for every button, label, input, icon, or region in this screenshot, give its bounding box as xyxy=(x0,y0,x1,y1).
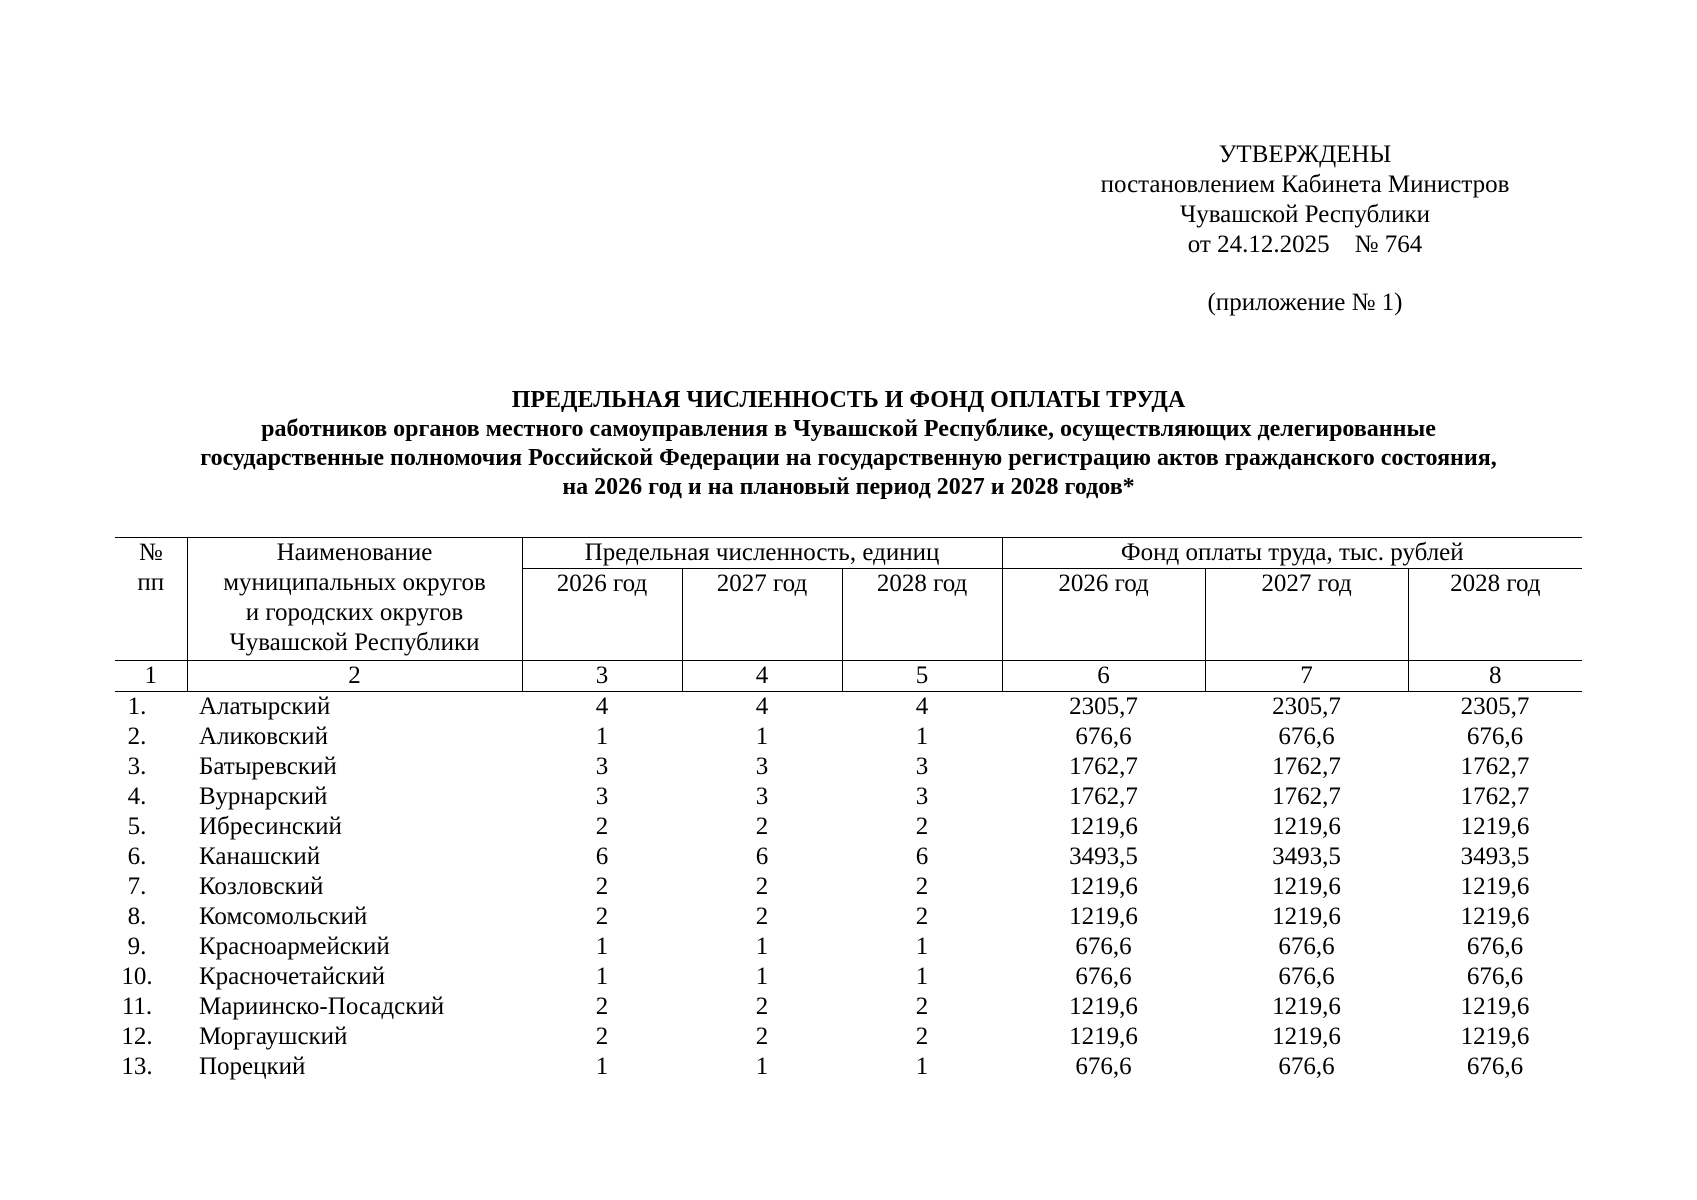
table-row xyxy=(115,992,1582,1022)
count-2028: 3 xyxy=(915,753,929,780)
fund-2026: 1762,7 xyxy=(1069,753,1138,780)
header-year: 2028 год xyxy=(1408,569,1582,661)
count-2026: 2 xyxy=(595,993,609,1020)
fund-2027: 676,6 xyxy=(1278,963,1335,990)
header-count-group: Предельная численность, единиц xyxy=(522,538,1002,569)
approval-republic: Чувашской Республики xyxy=(1179,201,1431,228)
count-2027: 2 xyxy=(755,873,769,900)
row-name: Комсомольский xyxy=(199,903,368,930)
count-2028: 1 xyxy=(915,723,929,750)
row-index: 12. xyxy=(121,1023,153,1050)
row-index: 9. xyxy=(127,933,147,960)
count-2026: 3 xyxy=(595,783,609,810)
table-row xyxy=(115,842,1582,872)
fund-2026: 2305,7 xyxy=(1069,693,1138,720)
table-row xyxy=(115,1052,1582,1082)
fund-2027: 1762,7 xyxy=(1272,783,1341,810)
table-row xyxy=(115,752,1582,782)
row-index: 7. xyxy=(127,873,147,900)
table-row xyxy=(115,932,1582,962)
fund-2028: 676,6 xyxy=(1466,963,1524,990)
fund-2028: 1219,6 xyxy=(1460,993,1530,1020)
fund-2026: 1219,6 xyxy=(1069,1023,1138,1050)
fund-2026: 676,6 xyxy=(1075,933,1132,960)
count-2028: 2 xyxy=(915,993,929,1020)
row-index: 1. xyxy=(127,693,147,720)
count-2026: 2 xyxy=(595,1023,609,1050)
document-title xyxy=(80,386,1617,502)
count-2028: 4 xyxy=(915,693,929,720)
column-number: 5 xyxy=(842,661,1002,692)
count-2028: 2 xyxy=(915,903,929,930)
fund-2026: 676,6 xyxy=(1075,963,1132,990)
row-index: 6. xyxy=(127,843,147,870)
count-2026: 1 xyxy=(595,933,609,960)
fund-2028: 1219,6 xyxy=(1460,873,1530,900)
header-year: 2027 год xyxy=(1205,569,1408,661)
fund-2027: 1219,6 xyxy=(1272,873,1341,900)
row-name: Мариинско-Посадский xyxy=(199,993,445,1020)
header-year: 2026 год xyxy=(522,569,682,661)
table-row xyxy=(115,812,1582,842)
count-2028: 2 xyxy=(915,1023,929,1050)
fund-2027: 1219,6 xyxy=(1272,813,1341,840)
fund-2026: 1219,6 xyxy=(1069,873,1138,900)
approval-issuer: постановлением Кабинета Министров xyxy=(1100,171,1510,198)
count-2026: 2 xyxy=(595,903,609,930)
count-2026: 1 xyxy=(595,723,609,750)
fund-2026: 1219,6 xyxy=(1069,903,1138,930)
row-name: Порецкий xyxy=(199,1053,306,1080)
table-row xyxy=(115,902,1582,932)
row-index: 2. xyxy=(127,723,147,750)
row-index: 5. xyxy=(127,813,147,840)
approval-stamp xyxy=(1075,140,1535,318)
table-row xyxy=(115,692,1582,723)
row-name: Красночетайский xyxy=(199,963,385,990)
fund-2027: 1762,7 xyxy=(1272,753,1341,780)
column-number: 2 xyxy=(187,661,522,692)
fund-2027: 3493,5 xyxy=(1272,843,1341,870)
count-2028: 2 xyxy=(915,873,929,900)
header-num: № пп xyxy=(115,538,187,661)
column-number: 1 xyxy=(115,661,187,692)
count-2027: 3 xyxy=(755,753,769,780)
count-2027: 2 xyxy=(755,813,769,840)
count-2027: 1 xyxy=(755,1053,769,1080)
row-name: Вурнарский xyxy=(199,783,328,810)
header-year: 2027 год xyxy=(682,569,842,661)
row-index: 11. xyxy=(121,993,153,1020)
table-body xyxy=(115,692,1582,1083)
row-name: Ибресинский xyxy=(199,813,342,840)
table-row xyxy=(115,962,1582,992)
fund-2027: 1219,6 xyxy=(1272,993,1341,1020)
column-number: 6 xyxy=(1002,661,1205,692)
data-table xyxy=(115,537,1582,1082)
table-row xyxy=(115,722,1582,752)
count-2027: 1 xyxy=(755,963,769,990)
row-index: 3. xyxy=(127,753,147,780)
count-2028: 1 xyxy=(915,963,929,990)
count-2028: 3 xyxy=(915,783,929,810)
column-number: 4 xyxy=(682,661,842,692)
count-2026: 6 xyxy=(595,843,609,870)
fund-2027: 676,6 xyxy=(1278,1053,1335,1080)
fund-2026: 1762,7 xyxy=(1069,783,1138,810)
fund-2028: 1762,7 xyxy=(1460,783,1530,810)
row-index: 8. xyxy=(127,903,147,930)
row-index: 4. xyxy=(127,783,147,810)
title-line-4: на 2026 год и на плановый период 2027 и 2028 годов* xyxy=(562,474,1135,500)
count-2028: 1 xyxy=(915,933,929,960)
row-name: Козловский xyxy=(199,873,324,900)
count-2027: 1 xyxy=(755,723,769,750)
fund-2028: 1219,6 xyxy=(1460,813,1530,840)
fund-2028: 2305,7 xyxy=(1460,693,1530,720)
fund-2027: 676,6 xyxy=(1278,723,1335,750)
row-name: Алатырский xyxy=(199,693,331,720)
fund-2028: 676,6 xyxy=(1466,933,1524,960)
header-fund-group: Фонд оплаты труда, тыс. рублей xyxy=(1002,538,1582,569)
count-2028: 6 xyxy=(915,843,929,870)
appendix-label: (приложение № 1) xyxy=(1207,289,1403,316)
row-name: Аликовский xyxy=(199,723,328,750)
fund-2028: 1219,6 xyxy=(1460,1023,1530,1050)
title-line-2: работников органов местного самоуправления в Чувашской Республике, осуществляющих делегированные xyxy=(261,416,1436,442)
approval-date-number: от 24.12.2025 № 764 xyxy=(1187,231,1423,258)
fund-2028: 676,6 xyxy=(1466,723,1524,750)
count-2026: 4 xyxy=(595,693,609,720)
count-2026: 1 xyxy=(595,963,609,990)
fund-2027: 1219,6 xyxy=(1272,1023,1341,1050)
header-name: Наименование муниципальных округов и городских округов Чувашской Республики xyxy=(187,538,522,661)
count-2027: 4 xyxy=(755,693,769,720)
count-2027: 1 xyxy=(755,933,769,960)
column-number: 7 xyxy=(1205,661,1408,692)
row-index: 10. xyxy=(121,963,153,990)
fund-2027: 1219,6 xyxy=(1272,903,1341,930)
count-2028: 2 xyxy=(915,813,929,840)
fund-2028: 1219,6 xyxy=(1460,903,1530,930)
column-number: 8 xyxy=(1408,661,1582,692)
fund-2028: 3493,5 xyxy=(1460,843,1530,870)
count-2026: 2 xyxy=(595,813,609,840)
count-2027: 3 xyxy=(755,783,769,810)
count-2027: 2 xyxy=(755,1023,769,1050)
count-2028: 1 xyxy=(915,1053,929,1080)
fund-2026: 676,6 xyxy=(1075,723,1132,750)
count-2026: 2 xyxy=(595,873,609,900)
fund-2028: 676,6 xyxy=(1466,1053,1524,1080)
fund-2027: 676,6 xyxy=(1278,933,1335,960)
title-line-1: ПРЕДЕЛЬНАЯ ЧИСЛЕННОСТЬ И ФОНД ОПЛАТЫ ТРУДА xyxy=(511,387,1186,413)
row-name: Моргаушский xyxy=(199,1023,348,1050)
fund-2026: 1219,6 xyxy=(1069,993,1138,1020)
count-2027: 2 xyxy=(755,993,769,1020)
fund-2026: 1219,6 xyxy=(1069,813,1138,840)
fund-2026: 676,6 xyxy=(1075,1053,1132,1080)
row-name: Красноармейский xyxy=(199,933,390,960)
approval-heading: УТВЕРЖДЕНЫ xyxy=(1218,141,1392,168)
header-year: 2028 год xyxy=(842,569,1002,661)
fund-2026: 3493,5 xyxy=(1069,843,1138,870)
row-index: 13. xyxy=(121,1053,153,1080)
header-year: 2026 год xyxy=(1002,569,1205,661)
count-2026: 1 xyxy=(595,1053,609,1080)
count-2026: 3 xyxy=(595,753,609,780)
fund-2027: 2305,7 xyxy=(1272,693,1341,720)
count-2027: 2 xyxy=(755,903,769,930)
column-number: 3 xyxy=(522,661,682,692)
count-2027: 6 xyxy=(755,843,769,870)
title-line-3: государственные полномочия Российской Федерации на государственную регистрацию актов гражданского состояния, xyxy=(200,445,1497,471)
table-row xyxy=(115,872,1582,902)
row-name: Канашский xyxy=(199,843,321,870)
fund-2028: 1762,7 xyxy=(1460,753,1530,780)
row-name: Батыревский xyxy=(199,753,337,780)
table-row xyxy=(115,1022,1582,1052)
table-row xyxy=(115,782,1582,812)
